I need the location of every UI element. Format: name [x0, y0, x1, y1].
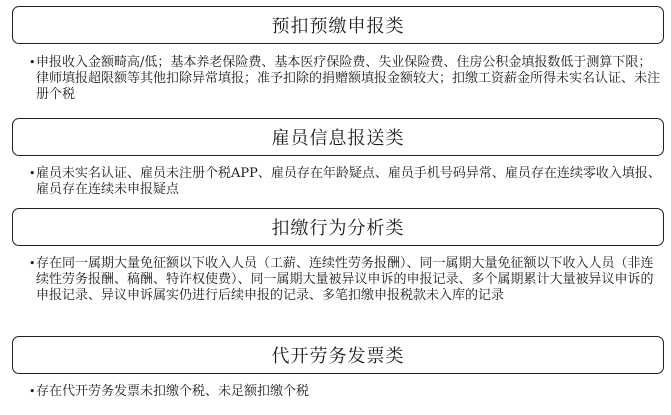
section-title-box: [12, 6, 664, 44]
section-title-box: [12, 336, 664, 374]
section-title: 代开劳务发票类: [271, 346, 405, 367]
section-items: [30, 256, 662, 304]
list-item: • 存在代开劳务发票未扣缴个税、未足额扣缴个税: [29, 384, 310, 399]
list-item: • 雇员未实名认证、雇员未注册个税APP、雇员存在年龄疑点、雇员手机号码异常、雇员存在连续零收入填报、雇员存在连续未申报疑点: [29, 166, 661, 197]
list-item: • 申报收入金额畸高/低；基本养老保险费、基本医疗保险费、失业保险费、住房公积金填报数低于测算下限；律师填报超限额等其他扣除异常填报；准予扣除的捐赠额填报金额较大；扣缴工资薪金所得未实名认证、未注册个税: [29, 55, 661, 102]
section-title: 扣缴行为分析类: [271, 218, 405, 239]
section-title: 预扣预缴申报类: [271, 16, 405, 37]
section-title-box: [12, 118, 664, 156]
section-items: [30, 55, 662, 103]
bullet-icon: •: [29, 167, 36, 180]
list-item: • 存在同一属期大量免征额以下收入人员（工薪、连续性劳务报酬）、同一属期大量免征额以下收入人员（非连续性劳务报酬、稿酬、特许权使费）、同一属期大量被异议申诉的申报记录、多个属期累计大量被异议申诉的申报记录、异议申诉属实仍进行后续申报的记录、多笔扣缴申报税款未入库的记录: [29, 256, 654, 303]
section-title-box: [12, 208, 664, 246]
bullet-icon: •: [29, 257, 36, 270]
bullet-icon: •: [29, 385, 36, 398]
bullet-icon: •: [29, 56, 36, 69]
section-items: [30, 384, 662, 400]
section-title: 雇员信息报送类: [271, 128, 405, 149]
section-items: [30, 166, 662, 198]
